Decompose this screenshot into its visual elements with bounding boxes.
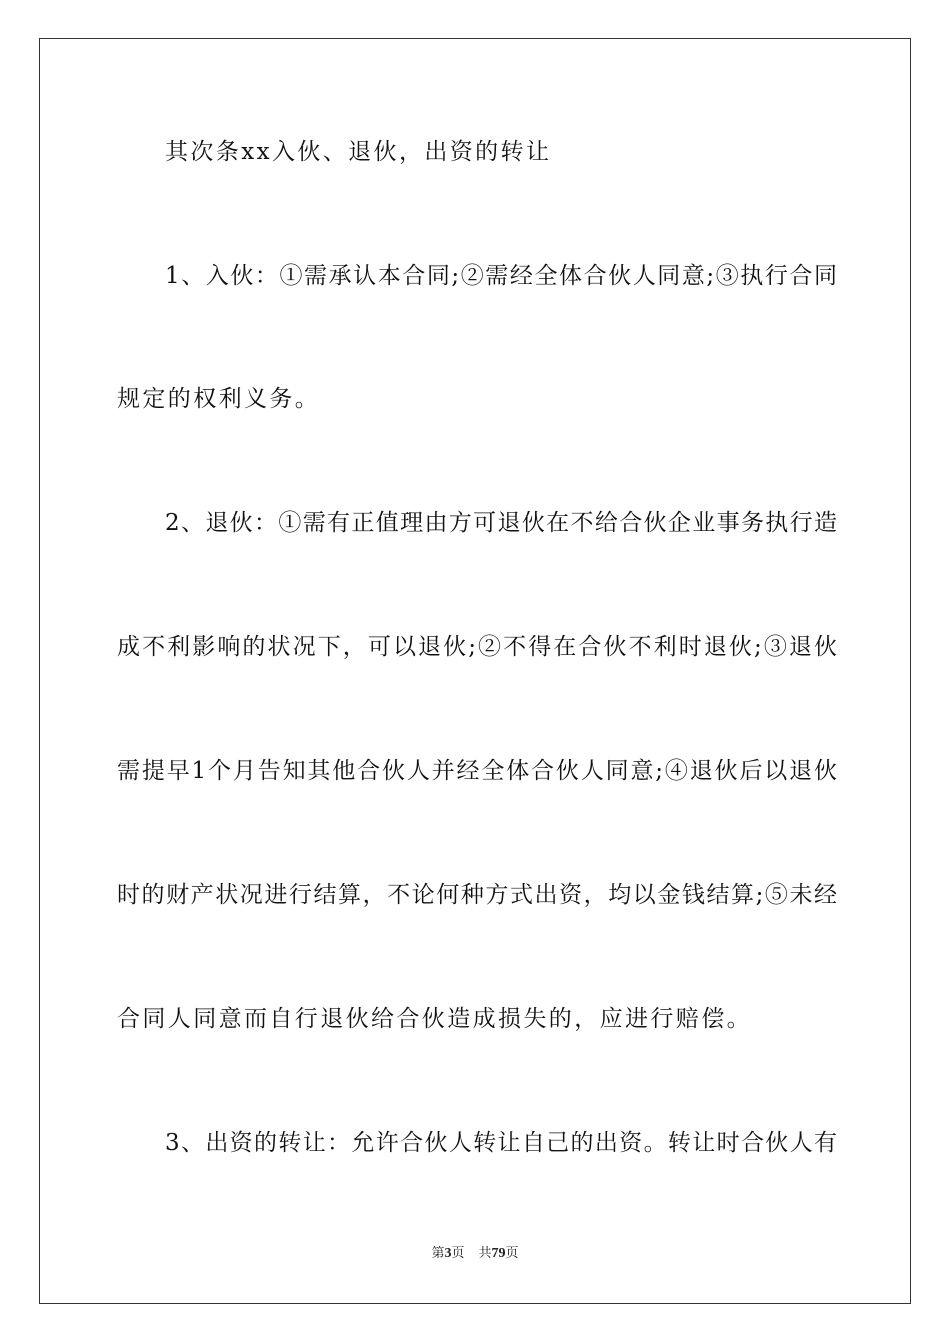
paragraph-line: 3、出资的转让：允许合伙人转让自己的出资。转让时合伙人有 <box>165 1130 837 1156</box>
page-prefix: 第 <box>431 1246 445 1261</box>
page-total: 79 <box>491 1246 506 1261</box>
total-suffix: 页 <box>505 1246 519 1261</box>
total-prefix: 共 <box>478 1246 492 1261</box>
paragraph-line: 规定的权利义务。 <box>117 386 321 412</box>
paragraph-line: 需提早1个月告知其他合伙人并经全体合伙人同意;④退伙后以退伙 <box>117 758 837 784</box>
paragraph-line: 合同人同意而自行退伙给合伙造成损失的，应进行赔偿。 <box>117 1006 752 1032</box>
page-number: 3 <box>444 1246 452 1261</box>
paragraph-line: 成不利影响的状况下，可以退伙;②不得在合伙不利时退伙;③退伙 <box>117 634 837 660</box>
paragraph-line: 1、入伙：①需承认本合同;②需经全体合伙人同意;③执行合同 <box>165 263 837 289</box>
section-heading: 其次条xx入伙、退伙，出资的转让 <box>165 139 552 165</box>
paragraph-line: 2、退伙：①需有正值理由方可退伙在不给合伙企业事务执行造 <box>165 510 837 536</box>
page-footer <box>0 1245 950 1263</box>
page-suffix: 页 <box>451 1246 465 1261</box>
paragraph-line: 时的财产状况进行结算，不论何种方式出资，均以金钱结算;⑤未经 <box>117 882 837 908</box>
page-border <box>39 38 911 1304</box>
